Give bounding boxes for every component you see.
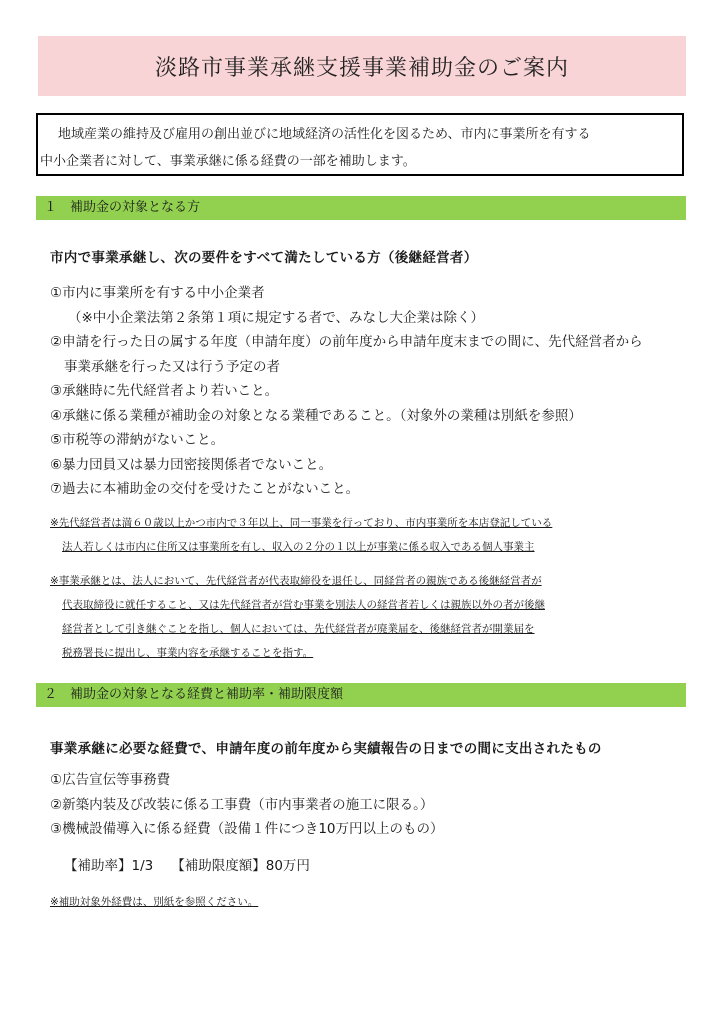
section-2-lead: 事業承継に必要な経費で、申請年度の前年度から実績報告の日までの間に支出されたもの	[50, 741, 602, 757]
note-line: 法人若しくは市内に住所又は事業所を有し、収入の２分の１以上が事業に係る収入である個人事業主	[62, 541, 535, 553]
requirement-item: ⑥暴力団員又は暴力団密接関係者でないこと。	[50, 456, 333, 473]
requirement-item: ⑤市税等の滞納がないこと。	[50, 432, 225, 448]
requirement-item: ④承継に係る業種が補助金の対象となる業種であること。（対象外の業種は別紙を参照）	[50, 407, 582, 424]
section-2-heading: 補助金の対象となる経費と補助率・補助限度額	[70, 687, 344, 702]
section-2-number: ２	[44, 687, 58, 702]
intro-line-2: 中小企業者に対して、事業承継に係る経費の一部を補助します。	[40, 154, 416, 169]
note-line: ※補助対象外経費は、別紙を参照ください。	[50, 896, 259, 908]
note-line: 経営者として引き継ぐことを指し、個人においては、先代経営者が廃業届を、後継経営者が開業届を	[62, 623, 535, 635]
title-band	[38, 36, 686, 96]
section-1-note-1	[50, 511, 552, 559]
requirement-item: 事業承継を行った又は行う予定の者	[64, 358, 280, 375]
section-1-lead: 市内で事業承継し、次の要件をすべて満たしている方（後継経営者）	[50, 250, 478, 266]
section-2-header	[36, 683, 686, 707]
section-1-header	[36, 196, 686, 220]
subsidy-rate: 【補助率】1/3	[64, 858, 154, 874]
requirement-item: ③承継時に先代経営者より若いこと。	[50, 383, 279, 399]
requirement-item: ①市内に事業所を有する中小企業者	[50, 285, 265, 301]
intro-line-1: 地域産業の維持及び雇用の創出並びに地域経済の活性化を図るため、市内に事業所を有する	[58, 127, 591, 142]
requirement-item: ②申請を行った日の属する年度（申請年度）の前年度から申請年度末までの間に、先代経営者から	[50, 334, 643, 350]
section-1-number: １	[44, 200, 58, 215]
note-line: ※事業承継とは、法人において、先代経営者が代表取締役を退任し、同経営者の親族である後継経営者が	[50, 575, 542, 587]
subsidy-rate-line	[64, 854, 328, 874]
section-1-requirements	[50, 281, 643, 502]
section-1-heading: 補助金の対象となる方	[70, 200, 201, 215]
subsidy-limit: 【補助限度額】80万円	[171, 858, 310, 874]
note-line: 税務署長に提出し、事業内容を承継することを指す。	[62, 647, 314, 659]
note-line: ※先代経営者は満６０歳以上かつ市内で３年以上、同一事業を行っており、市内事業所を本店登記している	[50, 517, 553, 529]
section-1-note-2	[50, 569, 545, 665]
section-2-note	[50, 890, 258, 914]
requirement-item: （※中小企業法第２条第１項に規定する者で、みなし大企業は除く）	[68, 309, 485, 326]
requirement-item: ⑦過去に本補助金の交付を受けたことがないこと。	[50, 481, 360, 497]
page-title: 淡路市事業承継支援事業補助金のご案内	[154, 55, 569, 81]
section-2-expenses	[50, 768, 444, 842]
expense-item: ③機械設備導入に係る経費（設備１件につき10万円以上のもの）	[50, 821, 444, 837]
expense-item: ①広告宣伝等事務費	[50, 772, 171, 788]
intro-box	[36, 113, 684, 176]
note-line: 代表取締役に就任すること、又は先代経営者が営む事業を別法人の経営者若しくは親族以外の者が後継	[62, 599, 545, 611]
expense-item: ②新築内装及び改装に係る工事費（市内事業者の施工に限る。）	[50, 796, 434, 813]
